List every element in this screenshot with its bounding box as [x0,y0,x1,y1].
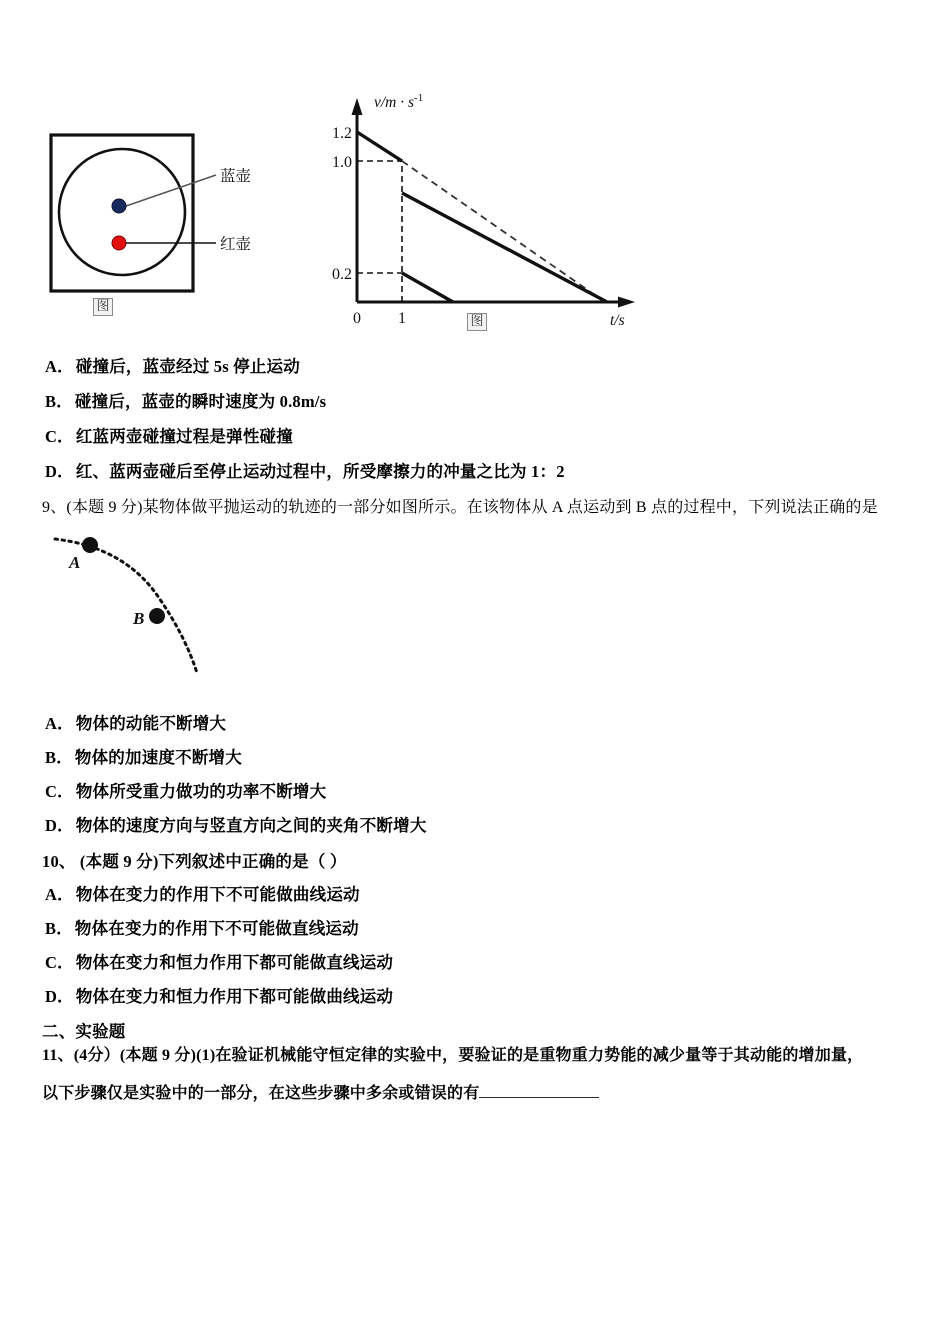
q8-option-a [45,357,300,377]
q9-option-b [45,748,242,768]
blue-stone-dot [112,199,126,213]
q11-answer-blank[interactable] [479,1084,599,1098]
x-tick-0: 0 [353,310,361,327]
x-tick-1: 1 [398,310,406,327]
projectile-trajectory-svg [45,525,285,700]
x-axis-title: t/s [610,312,625,329]
series-extrapolation-dashed [402,161,605,302]
q8-option-b-letter: B． [45,392,73,411]
q9-option-d [45,816,427,836]
y-tick-1p0: 1.0 [332,154,352,171]
y-axis-title [374,92,423,111]
curling-figure-caption [88,297,118,316]
q8-option-c [45,427,293,447]
q9-option-b-letter: B． [45,748,73,767]
point-a-marker [82,537,98,553]
series-red-after [402,273,453,302]
y-tick-0p2: 0.2 [332,266,352,283]
q10-option-d-letter: D． [45,987,74,1006]
series-blue-after [402,193,607,302]
q9-option-c-text: 物体所受重力做功的功率不断增大 [75,782,327,801]
q9-option-d-text: 物体的速度方向与竖直方向之间的夹角不断增大 [75,816,427,835]
velocity-time-svg [330,85,650,329]
series-blue-before [357,132,402,161]
y-axis-arrow [352,98,363,115]
q10-option-d [45,987,393,1007]
q11-line-2 [42,1084,599,1104]
red-stone-label: 红壶 [220,236,252,253]
y-axis-title-exponent: -1 [414,92,424,104]
q11-line-1: 11、(4分）(本题 9 分)(1)在验证机械能守恒定律的实验中，要验证的是重物重力势能的减少量等于其动能的增加量， [42,1047,864,1064]
q8-option-b [45,392,326,412]
point-b-label: B [133,609,145,628]
q8-option-d [45,462,565,482]
q8-option-b-text: 碰撞后，蓝壶的瞬时速度为 0.8m/s [74,392,327,411]
q9-stem: 9、(本题 9 分)某物体做平抛运动的轨迹的一部分如图所示。在该物体从 A 点运动到 B 点的过程中，下列说法正确的是 [42,499,878,516]
q9-option-d-letter: D． [45,816,74,835]
blue-stone-label: 蓝壶 [220,168,252,185]
q10-option-b [45,919,359,939]
q10-option-b-text: 物体在变力的作用下不可能做直线运动 [74,919,359,938]
q11-line-2-text: 以下步骤仅是实验中的一部分，在这些步骤中多余或错误的有 [42,1085,480,1102]
curling-diagram [48,130,308,335]
q9-option-a-text: 物体的动能不断增大 [75,714,227,733]
y-axis-title-text: v/m · s [374,94,415,111]
q8-option-a-text: 碰撞后，蓝壶经过 5s 停止运动 [75,357,300,376]
q8-option-a-letter: A． [45,357,74,376]
figures-row [0,0,950,345]
point-b-marker [149,608,165,624]
q8-option-d-text: 红、蓝两壶碰后至停止运动过程中，所受摩擦力的冲量之比为 1：2 [75,462,565,481]
q10-stem: 10、 (本题 9 分)下列叙述中正确的是（ ） [42,852,347,871]
projectile-trajectory-figure [45,525,285,700]
y-tick-1p2: 1.2 [332,125,352,142]
figure-caption-glyph-2: 图 [467,313,486,331]
q8-option-d-letter: D． [45,462,74,481]
q9-option-a-letter: A． [45,714,74,733]
leader-line-blue [126,175,216,206]
q9-option-c [45,782,326,802]
q10-option-a-text: 物体在变力的作用下不可能做曲线运动 [75,885,360,904]
q10-option-c [45,953,393,973]
section-two-heading: 二、实验题 [42,1022,126,1041]
q10-option-c-letter: C． [45,953,74,972]
q9-option-c-letter: C． [45,782,74,801]
q8-option-c-letter: C． [45,427,74,446]
curling-svg [48,130,308,305]
q9-option-b-text: 物体的加速度不断增大 [74,748,242,767]
velocity-time-graph [330,85,650,340]
q10-option-d-text: 物体在变力和恒力作用下都可能做曲线运动 [75,987,394,1006]
point-a-label: A [69,553,81,572]
red-stone-dot [112,236,126,250]
vt-figure-caption [462,312,492,331]
figure-caption-glyph: 图 [93,298,112,316]
q10-option-a-letter: A． [45,885,74,904]
house-square-border [51,135,193,291]
q8-option-c-text: 红蓝两壶碰撞过程是弹性碰撞 [75,427,293,446]
q10-option-a [45,885,360,905]
q10-option-b-letter: B． [45,919,73,938]
x-axis-arrow [618,297,635,308]
q10-option-c-text: 物体在变力和恒力作用下都可能做直线运动 [75,953,394,972]
q9-option-a [45,714,226,734]
